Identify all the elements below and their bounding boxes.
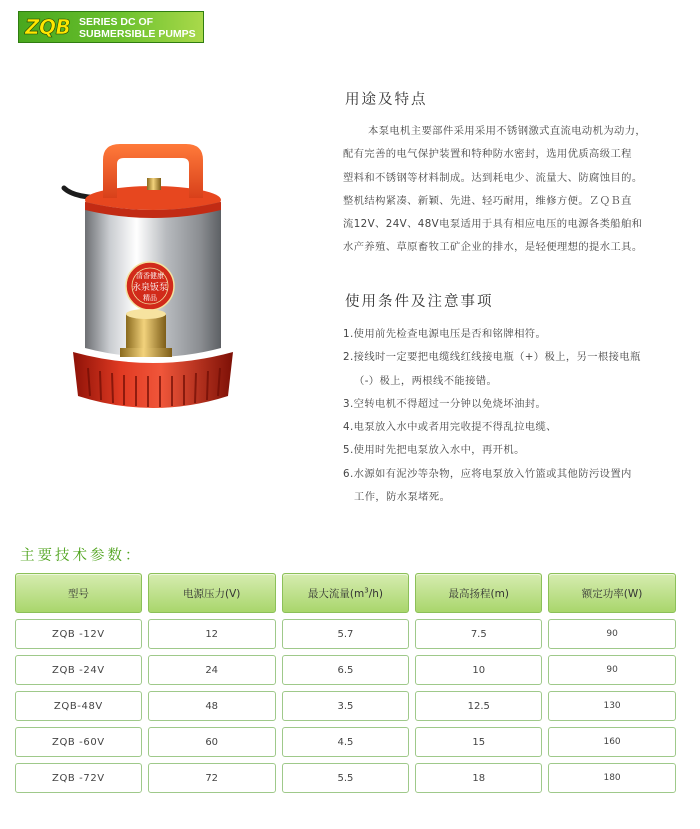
pump-product-image	[58, 138, 248, 418]
brand-subtitle	[79, 16, 196, 40]
cell-power: 180	[548, 763, 676, 793]
header-voltage: 电源压力(V)	[148, 573, 276, 613]
cell-model: ZQB-48V	[15, 691, 142, 721]
conditions-list	[343, 323, 678, 509]
cell-model: ZQB -60V	[15, 727, 142, 757]
usage-line: 流12V、24V、48V电泵适用于具有相应电压的电源各类船舶和	[343, 218, 643, 231]
header-flow-post: /h)	[368, 587, 384, 600]
seal-bottom-text: 精品	[143, 294, 157, 302]
usage-paragraph	[343, 120, 673, 260]
brand-banner	[18, 11, 204, 43]
list-item	[343, 463, 678, 510]
header-flow	[282, 573, 410, 613]
usage-line: 本泵电机主要部件采用采用不锈钢激式直流电动机为动力，	[368, 125, 647, 137]
list-item	[343, 323, 678, 346]
table-row	[15, 655, 676, 685]
cell-flow: 6.5	[282, 655, 410, 685]
list-item-text: 4.电泵放入水中或者用完收提不得乱拉电缆、	[343, 421, 557, 434]
cell-flow: 5.5	[282, 763, 410, 793]
header-flow-sup: 3	[364, 586, 369, 594]
table-row	[15, 763, 676, 793]
cell-head: 12.5	[415, 691, 542, 721]
cell-head: 15	[415, 727, 542, 757]
brand-logo: ZQB	[25, 15, 71, 39]
top-nut-shape	[147, 178, 161, 190]
cell-model: ZQB -12V	[15, 619, 142, 649]
list-item-continuation: 工作，防水泵堵死。	[354, 491, 451, 504]
list-item-text: 2.接线时一定要把电缆线红线接电瓶（+）极上，另一根接电瓶	[343, 351, 641, 364]
cell-power: 160	[548, 727, 676, 757]
cell-model: ZQB -24V	[15, 655, 142, 685]
spec-title: 主要技术参数：	[20, 548, 143, 564]
seal-main-text: 永泉钣泵	[131, 283, 169, 293]
table-row	[15, 727, 676, 757]
cell-power: 90	[548, 619, 676, 649]
usage-title: 用途及特点	[345, 92, 428, 108]
header-flow-pre: 最大流量(m	[307, 587, 365, 600]
seal-text: 清香健康	[136, 272, 164, 280]
spec-header-row	[15, 573, 676, 613]
cell-flow: 3.5	[282, 691, 410, 721]
cell-voltage: 24	[148, 655, 276, 685]
cell-flow: 5.7	[282, 619, 410, 649]
cell-voltage: 72	[148, 763, 276, 793]
cell-voltage: 60	[148, 727, 276, 757]
usage-line: 配有完善的电气保护装置和特种防水密封，选用优质高级工程	[343, 148, 632, 161]
cell-head: 7.5	[415, 619, 542, 649]
usage-line: 水产养殖、草原畜牧工矿企业的排水，是轻便理想的提水工具。	[343, 241, 643, 254]
cell-head: 10	[415, 655, 542, 685]
red-base-shape	[73, 352, 233, 408]
list-item-text: 3.空转电机不得超过一分钟以免烧坏油封。	[343, 397, 547, 410]
table-row	[15, 691, 676, 721]
list-item	[343, 393, 678, 416]
header-model: 型号	[15, 573, 142, 613]
list-item-text: 6.水源如有泥沙等杂物，应将电泵放入竹篮或其他防污设置内	[343, 467, 632, 480]
cell-flow: 4.5	[282, 727, 410, 757]
header-head: 最高扬程(m)	[415, 573, 542, 613]
cell-head: 18	[415, 763, 542, 793]
cell-model: ZQB -72V	[15, 763, 142, 793]
list-item-text: 5.使用时先把电泵放入水中，再开机。	[343, 444, 525, 457]
list-item	[343, 439, 678, 462]
conditions-title: 使用条件及注意事项	[345, 294, 494, 310]
brand-subtitle-line2: SUBMERSIBLE PUMPS	[79, 28, 196, 40]
list-item	[343, 346, 678, 393]
list-item-text: 1.使用前先检查电源电压是否和铭牌相符。	[343, 328, 547, 340]
cell-voltage: 48	[148, 691, 276, 721]
brand-subtitle-line1: SERIES DC OF	[79, 16, 154, 28]
usage-line: 塑料和不锈钢等材料制成。达到耗电少、流量大、防腐蚀目的。	[343, 171, 643, 184]
cell-voltage: 12	[148, 619, 276, 649]
list-item	[343, 416, 678, 439]
usage-line: 整机结构紧凑、新颖、先进、轻巧耐用，维修方便。ＺＱＢ直	[343, 194, 632, 207]
cell-power: 90	[548, 655, 676, 685]
header-power: 额定功率(W)	[548, 573, 676, 613]
list-item-continuation: （-）极上，两根线不能接错。	[354, 374, 498, 387]
spec-table	[9, 567, 682, 799]
table-row	[15, 619, 676, 649]
cell-power: 130	[548, 691, 676, 721]
